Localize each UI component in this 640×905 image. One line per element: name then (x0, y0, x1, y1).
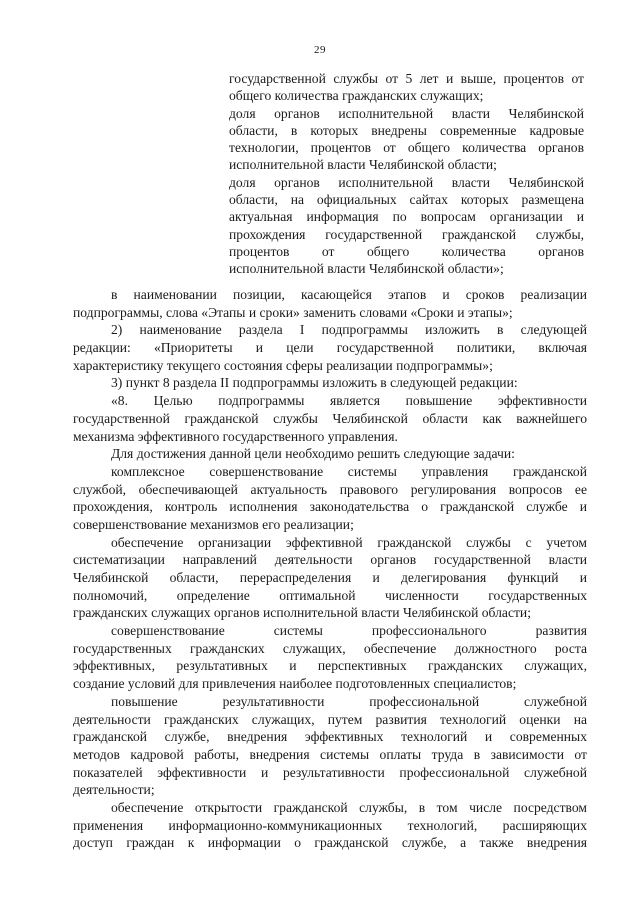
body-line: обеспечение открытости гражданской службы, в том числе посредством (111, 799, 587, 815)
body-line: деятельности; (73, 782, 155, 798)
body-line: методов кадровой работы, внедрения системы оплаты труда в зависимости от (73, 746, 587, 762)
table-cell-line: процентов от общего количества органов (229, 243, 584, 259)
body-line: применения информационно-коммуникационных технологий, расширяющих (73, 817, 587, 833)
body-line: показателей эффективности и результативности профессиональной служебной (73, 764, 587, 780)
body-line: систематизации направлений деятельности органов государственной власти (73, 552, 587, 568)
table-cell-line: доля органов исполнительной власти Челябинской (229, 174, 584, 190)
body-line: государственных гражданских служащих, обеспечение должностного роста (73, 640, 587, 656)
body-line: 3) пункт 8 раздела II подпрограммы изложить в следующей редакции: (111, 375, 518, 391)
table-cell-line: области, в которых внедрены современные кадровые (229, 122, 584, 138)
body-line: службой, обеспечивающей актуальность правового регулирования вопросов ее (73, 481, 587, 497)
body-line: гражданской службе, внедрения эффективных технологий и современных (73, 729, 587, 745)
body-line: Челябинской области, перераспределения и делегирования функций и (73, 570, 587, 585)
body-line: повышение результативности профессиональной служебной (111, 693, 587, 709)
body-line: 2) наименование раздела I подпрограммы изложить в следующей (111, 322, 587, 338)
table-cell-line: области, на официальных сайтах которых размещена (229, 192, 584, 208)
table-cell-indicators (229, 70, 584, 278)
body-line: государственной гражданской службы Челябинской области как важнейшего (73, 410, 587, 426)
table-cell-line: исполнительной власти Челябинской области»; (229, 261, 504, 277)
body-line: прохождения, контроль исполнения законодательства о гражданской службе и (73, 499, 587, 515)
body-line: создание условий для привлечения наиболее подготовленных специалистов; (73, 676, 517, 692)
body-line: в наименовании позиции, касающейся этапов и сроков реализации (111, 287, 587, 302)
body-line: обеспечение организации эффективной гражданской службы с учетом (111, 534, 587, 550)
body-line: деятельности гражданских служащих, путем развития технологий оценки на (73, 711, 587, 727)
page-number: 29 (314, 44, 326, 56)
body-line: совершенствование системы профессионального развития (111, 623, 587, 639)
body-line: гражданских служащих органов исполнительной власти Челябинской области; (73, 605, 531, 621)
body-line: комплексное совершенствование системы управления гражданской (111, 463, 587, 479)
table-cell-line: актуальная информация по вопросам организации и (229, 209, 584, 225)
body-line: доступ граждан к информации о гражданской службе, а также внедрения (73, 835, 587, 851)
body-line: механизма эффективного государственного управления. (73, 428, 398, 444)
body-line: совершенствование механизмов его реализации; (73, 516, 354, 532)
table-cell-line: технологии, процентов от общего количества органов (229, 140, 584, 156)
body-line: эффективных, результативных и перспективных гражданских служащих, (73, 658, 587, 674)
table-cell-line: государственной службы от 5 лет и выше, процентов от (229, 71, 584, 86)
body-line: характеристику текущего состояния сферы реализации подпрограммы»; (73, 357, 493, 373)
body-line: подпрограммы, слова «Этапы и сроки» заменить словами «Сроки и этапы»; (73, 304, 513, 320)
body-line: Для достижения данной цели необходимо решить следующие задачи: (111, 446, 515, 462)
table-cell-line: общего количества гражданских служащих; (229, 88, 484, 104)
body-line: редакции: «Приоритеты и цели государственной политики, включая (73, 340, 587, 356)
body-line: «8. Целью подпрограммы является повышение эффективности (111, 393, 587, 409)
table-cell-line: прохождения государственной гражданской службы, (229, 226, 584, 242)
document-body (73, 286, 587, 852)
table-cell-line: исполнительной власти Челябинской области; (229, 157, 497, 173)
body-line: полномочий, определение оптимальной численности государственных (73, 587, 587, 603)
table-cell-line: доля органов исполнительной власти Челябинской (229, 105, 584, 121)
